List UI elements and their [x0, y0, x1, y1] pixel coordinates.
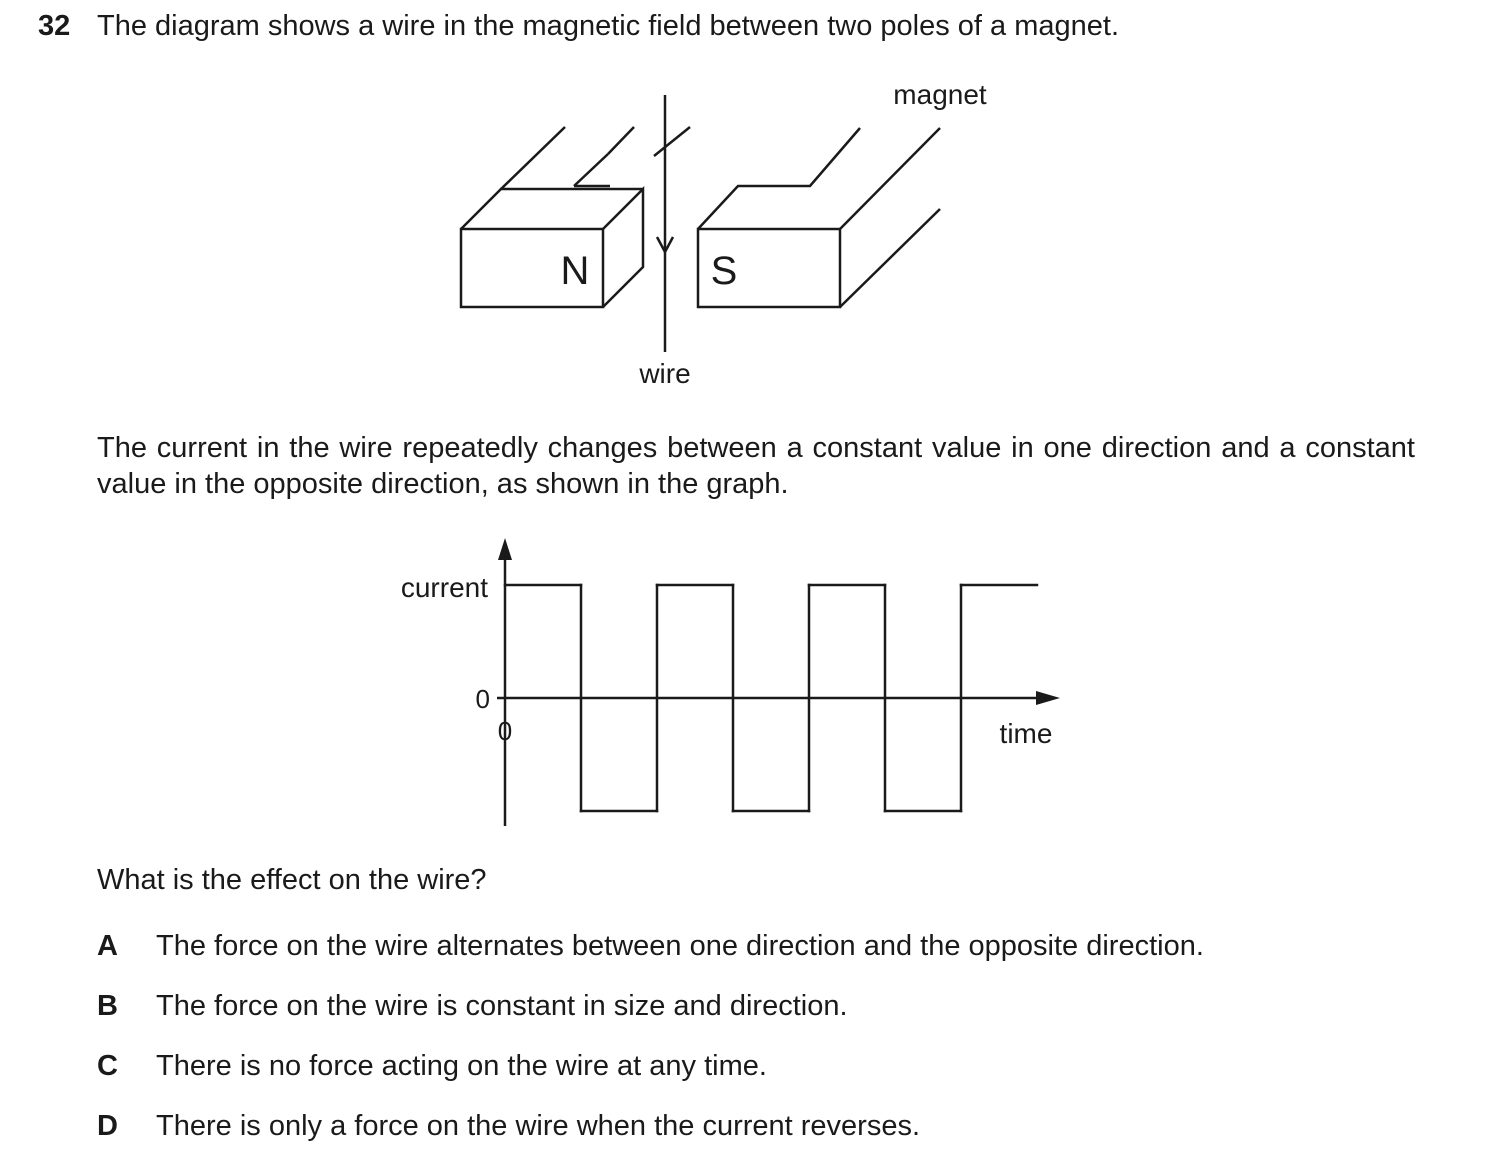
question-stem: The diagram shows a wire in the magnetic field between two poles of a magnet. — [97, 10, 1119, 42]
option-text: The force on the wire alternates between one direction and the opposite direction. — [156, 930, 1204, 962]
option-letter: D — [97, 1110, 118, 1142]
option-a[interactable] — [97, 928, 1204, 964]
x-axis-label: time — [999, 718, 1053, 749]
question-prompt: What is the effect on the wire? — [97, 864, 487, 896]
x-axis-arrowhead — [1036, 691, 1060, 705]
x-origin-label: 0 — [497, 716, 513, 746]
y-origin-label: 0 — [475, 684, 490, 714]
option-letter: C — [97, 1050, 118, 1082]
option-letter: A — [97, 930, 118, 962]
option-b[interactable] — [97, 988, 848, 1024]
question-paragraph: The current in the wire repeatedly changes between a constant value in one direction and a constant value in the opposite direction, as shown in the graph. — [97, 432, 1415, 500]
pole-label-south: S — [710, 249, 738, 293]
option-d[interactable] — [97, 1108, 920, 1144]
y-axis-arrowhead — [498, 538, 512, 560]
option-text: There is only a force on the wire when the current reverses. — [156, 1110, 921, 1142]
option-text: The force on the wire is constant in size and direction. — [156, 990, 848, 1022]
pole-label-north: N — [560, 249, 590, 293]
y-axis-label: current — [400, 572, 488, 603]
option-c[interactable] — [97, 1048, 767, 1084]
option-text: There is no force acting on the wire at any time. — [156, 1050, 767, 1082]
wire-label: wire — [639, 358, 691, 389]
question-number: 32 — [38, 10, 71, 42]
magnet-label: magnet — [893, 79, 987, 110]
option-letter: B — [97, 990, 118, 1022]
